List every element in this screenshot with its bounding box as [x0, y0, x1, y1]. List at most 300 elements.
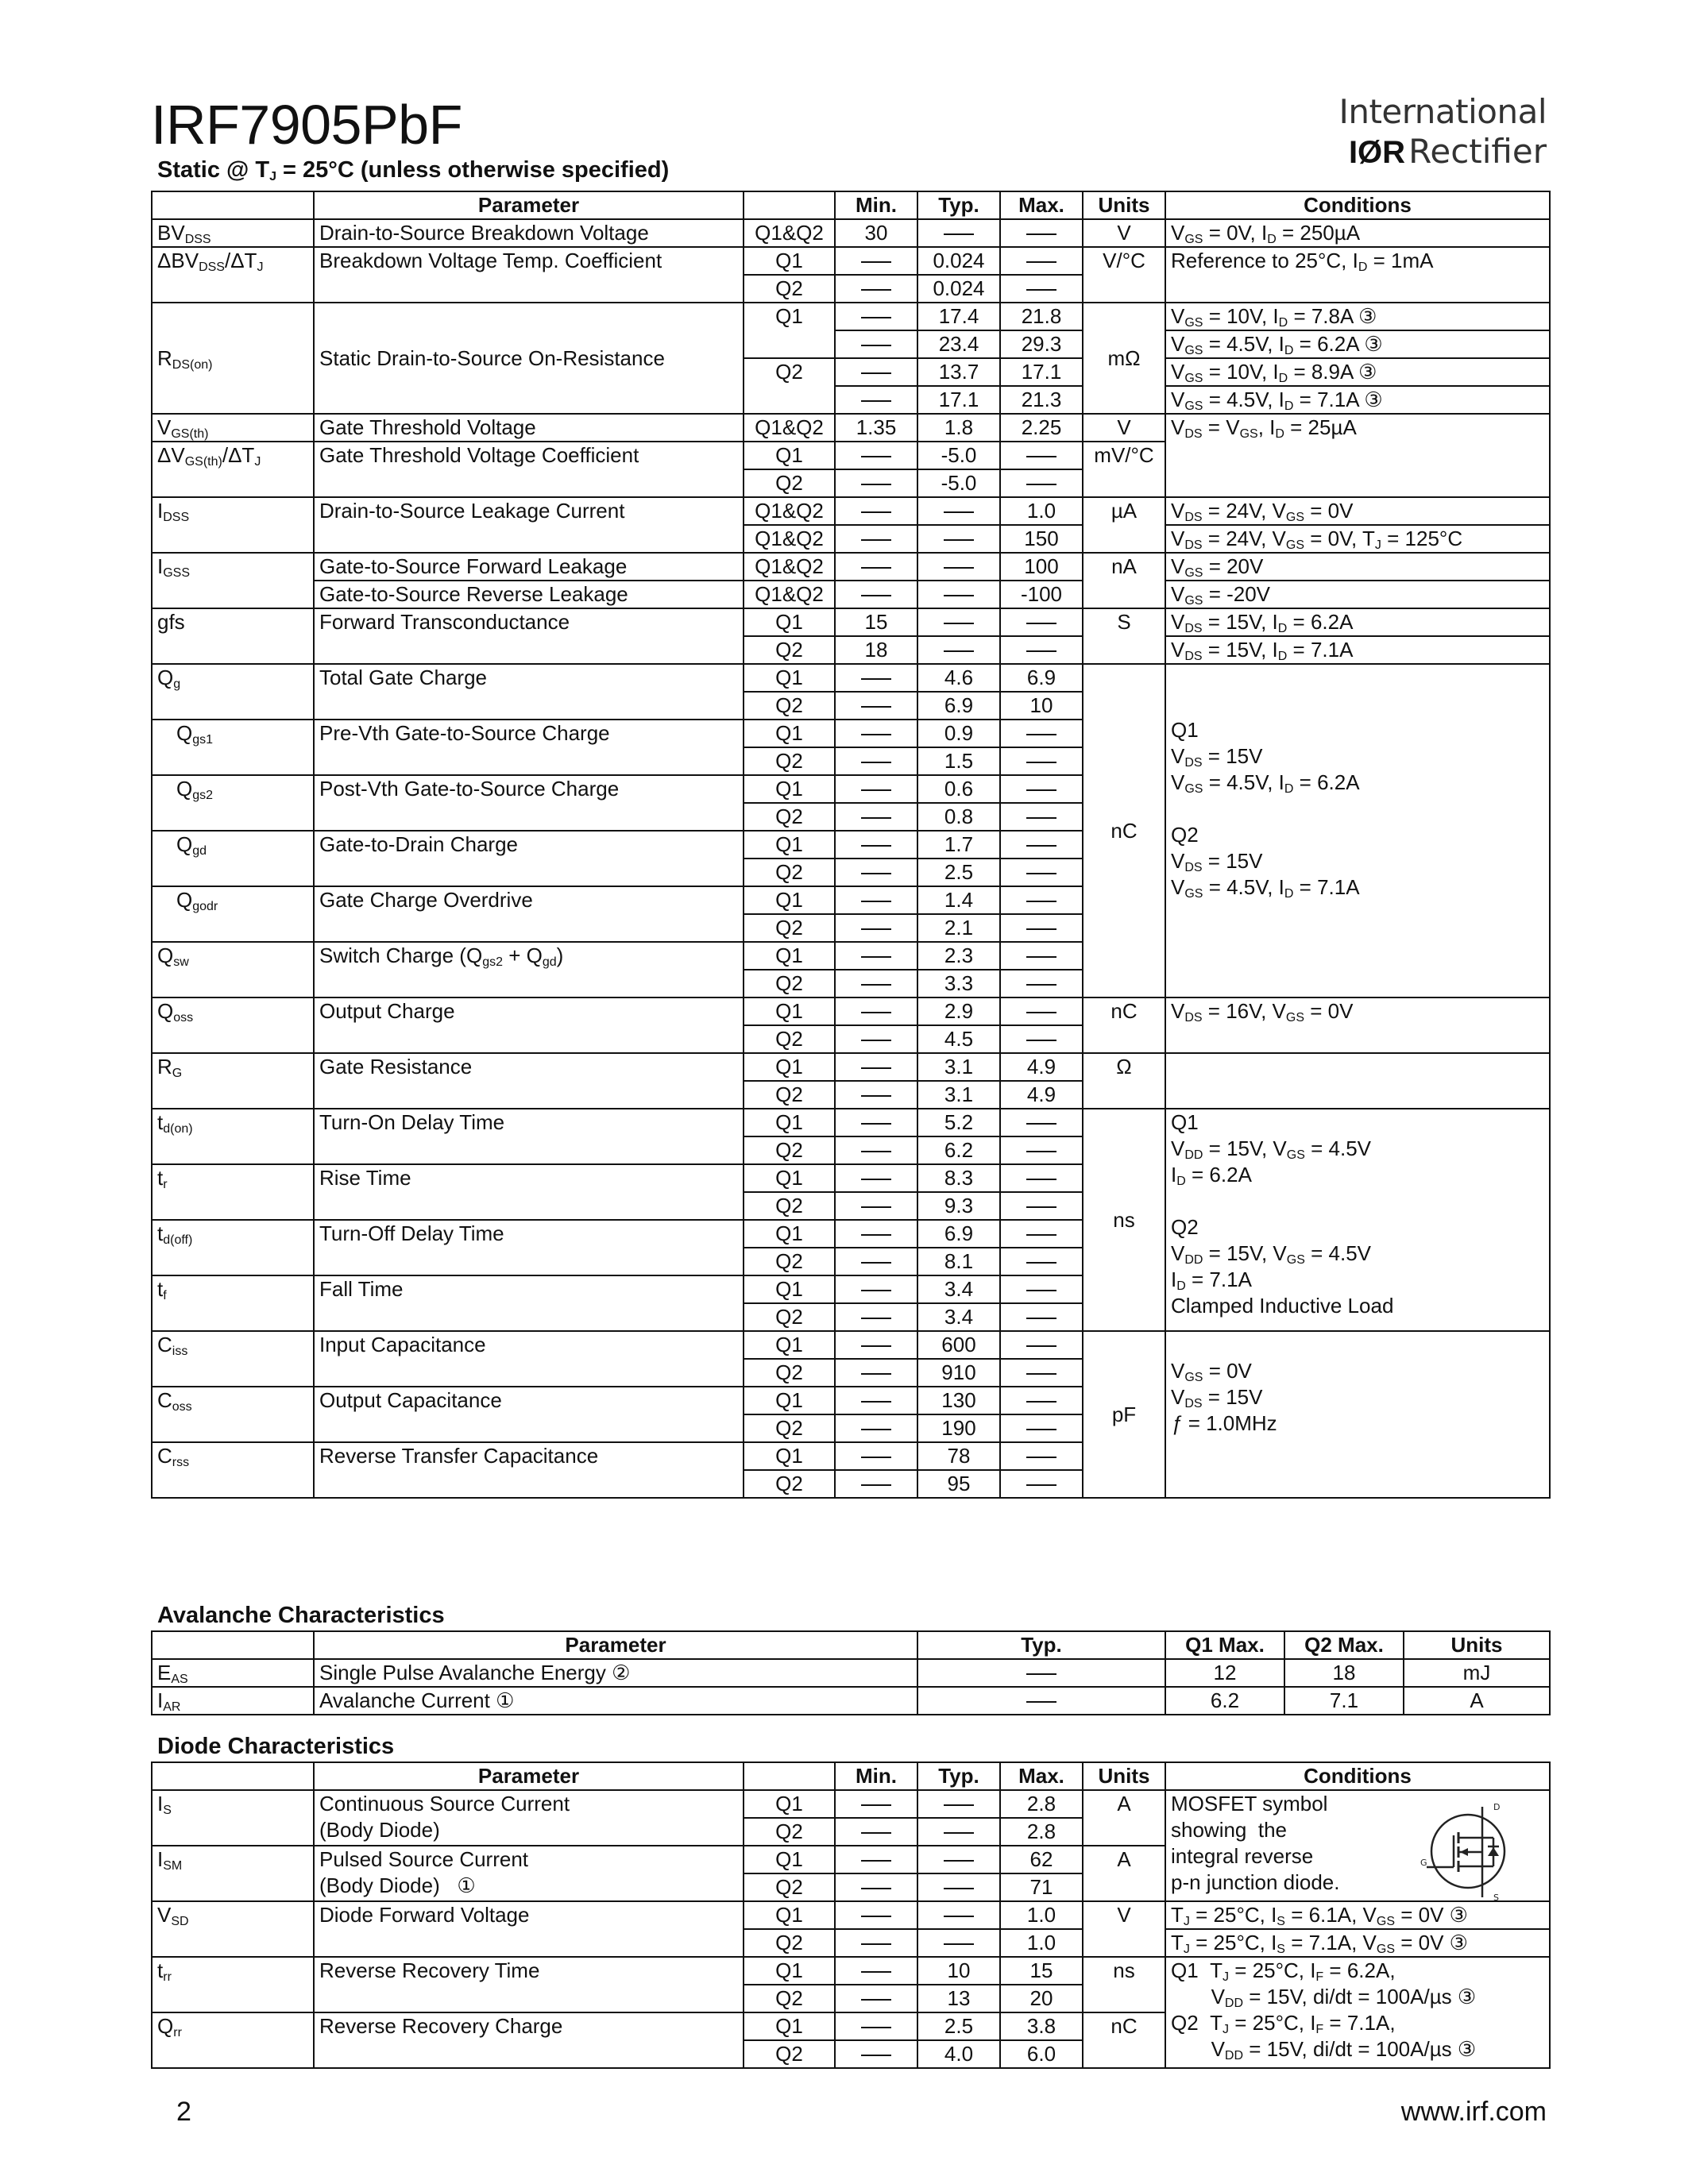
diode-typ-header: Typ.	[917, 1762, 1000, 1790]
device-cell: Q1	[744, 1442, 835, 1470]
symbol-cell: $t_{rr}$	[152, 1957, 314, 2012]
parameter-cell: Reverse Transfer Capacitance	[314, 1442, 744, 1498]
parameter-cell: Turn-On Delay Time	[314, 1109, 744, 1164]
symbol-cell: $I_{GSS}$	[152, 553, 314, 608]
device-cell: Q1&Q2	[744, 219, 835, 247]
table-cell	[1000, 1442, 1083, 1470]
table-cell: 13.7	[917, 358, 1000, 386]
table-row	[152, 1109, 1550, 1136]
table-cell	[1000, 859, 1083, 886]
mosfet-symbol-icon	[1420, 1799, 1512, 1902]
device-cell: Q1	[744, 1053, 835, 1081]
symbol-header	[152, 191, 314, 219]
aval-q1max: 6.2	[1165, 1687, 1284, 1715]
device-cell: Q2	[744, 1818, 835, 1846]
symbol-cell: $BV_{DSS}$	[152, 219, 314, 247]
device-cell: Q1	[744, 303, 835, 330]
table-cell	[835, 803, 917, 831]
aval-typ-header: Typ.	[917, 1631, 1165, 1659]
parameter-cell: Drain-to-Source Leakage Current	[314, 497, 744, 553]
parameter-cell: Gate Charge Overdrive	[314, 886, 744, 942]
diode-characteristics-table	[151, 1761, 1551, 2069]
table-cell: -5.0	[917, 442, 1000, 469]
symbol-cell: $Q_{gs2}$	[152, 775, 314, 831]
aval-parameter: Single Pulse Avalanche Energy ②	[314, 1659, 917, 1687]
table-cell: 18	[835, 636, 917, 664]
device-cell: Q1	[744, 664, 835, 692]
symbol-cell: $C_{oss}$	[152, 1387, 314, 1442]
logo-line2-wrap	[1338, 132, 1547, 171]
table-cell: 8.3	[917, 1164, 1000, 1192]
table-cell: 1.4	[917, 886, 1000, 914]
diode-units-header: Units	[1083, 1762, 1165, 1790]
parameter-cell: Gate Resistance	[314, 1053, 744, 1109]
device-cell: Q2	[744, 636, 835, 664]
conditions-header: Conditions	[1165, 191, 1550, 219]
table-cell: 1.0	[1000, 1929, 1083, 1957]
table-cell	[835, 1303, 917, 1331]
table-cell: 0.9	[917, 720, 1000, 747]
static-title-sub: J	[269, 170, 276, 183]
units-cell: ns	[1083, 1957, 1165, 2012]
device-cell: Q2	[744, 1929, 835, 1957]
table-cell	[1000, 942, 1083, 970]
device-cell: Q2	[744, 469, 835, 497]
diode-header-row	[152, 1762, 1550, 1790]
website-link[interactable]: www.irf.com	[1400, 2097, 1547, 2127]
units-cell: V	[1083, 1901, 1165, 1957]
device-cell: Q1	[744, 1846, 835, 1873]
device-cell: Q1	[744, 775, 835, 803]
parameter-cell: Diode Forward Voltage	[314, 1901, 744, 1957]
parameter-cell: Breakdown Voltage Temp. Coefficient	[314, 247, 744, 303]
table-cell	[917, 525, 1000, 553]
table-cell	[1000, 1303, 1083, 1331]
device-cell: Q2	[744, 2040, 835, 2068]
parameter-cell: Reverse Recovery Time	[314, 1957, 744, 2012]
table-cell	[917, 608, 1000, 636]
diode-section-title: Diode Characteristics	[157, 1734, 395, 1759]
device-cell: Q1	[744, 1164, 835, 1192]
table-cell	[835, 664, 917, 692]
table-cell: 1.0	[1000, 497, 1083, 525]
symbol-cell: $t_r$	[152, 1164, 314, 1220]
parameter-cell: Pulsed Source Current (Body Diode) ①	[314, 1846, 744, 1901]
device-cell: Q2	[744, 358, 835, 386]
table-cell	[1000, 247, 1083, 275]
table-cell: 0.8	[917, 803, 1000, 831]
table-cell	[835, 859, 917, 886]
aval-parameter-header: Parameter	[314, 1631, 917, 1659]
ior-logo-mark: IØR	[1348, 135, 1406, 170]
device-cell: Q1	[744, 831, 835, 859]
table-cell	[835, 1929, 917, 1957]
table-cell: 3.8	[1000, 2012, 1083, 2040]
table-cell	[835, 1790, 917, 1818]
symbol-cell: $C_{iss}$	[152, 1331, 314, 1387]
typ-header: Typ.	[917, 191, 1000, 219]
units-cell: ns	[1083, 1109, 1165, 1331]
symbol-cell: $Q_{rr}$	[152, 2012, 314, 2068]
table-cell	[835, 442, 917, 469]
table-cell: 910	[917, 1359, 1000, 1387]
device-cell: Q1	[744, 2012, 835, 2040]
diode-symbol-header	[152, 1762, 314, 1790]
table-cell: 2.8	[1000, 1790, 1083, 1818]
table-cell: 1.35	[835, 414, 917, 442]
table-row	[152, 553, 1550, 581]
table-cell: 10	[917, 1957, 1000, 1985]
device-cell: Q2	[744, 1136, 835, 1164]
table-cell: 2.1	[917, 914, 1000, 942]
symbol-cell: $Q_g$	[152, 664, 314, 720]
table-cell	[835, 303, 917, 330]
symbol-cell: $Q_{sw}$	[152, 942, 314, 997]
device-cell: Q1	[744, 1331, 835, 1359]
table-cell: 3.3	[917, 970, 1000, 997]
table-cell: 95	[917, 1470, 1000, 1498]
table-row	[152, 414, 1550, 442]
table-cell	[917, 1818, 1000, 1846]
international-rectifier-logo	[1338, 92, 1547, 171]
table-cell	[917, 1873, 1000, 1901]
table-cell	[1000, 1359, 1083, 1387]
aval-q2max: 18	[1284, 1659, 1404, 1687]
table-cell	[835, 386, 917, 414]
device-cell: Q2	[744, 1248, 835, 1275]
device-cell: Q2	[744, 1414, 835, 1442]
table-cell	[1000, 1275, 1083, 1303]
table-cell: 4.5	[917, 1025, 1000, 1053]
device-cell: Q2	[744, 1192, 835, 1220]
avalanche-header-row	[152, 1631, 1550, 1659]
table-cell	[1000, 636, 1083, 664]
units-cell: A	[1083, 1846, 1165, 1901]
table-cell	[1000, 720, 1083, 747]
symbol-cell: $V_{GS(th)}$	[152, 414, 314, 442]
conditions-cell: $V_{GS} = -20V$	[1165, 581, 1550, 608]
conditions-cell	[1165, 1053, 1550, 1109]
table-cell: 2.3	[917, 942, 1000, 970]
table-cell	[835, 1442, 917, 1470]
units-cell: mΩ	[1083, 303, 1165, 414]
table-cell: 20	[1000, 1985, 1083, 2012]
table-cell	[835, 775, 917, 803]
device-cell: Q1&Q2	[744, 581, 835, 608]
table-cell: 6.9	[1000, 664, 1083, 692]
symbol-cell: gfs	[152, 608, 314, 664]
conditions-cell: $T_J = 25^\circ C$, $I_S = 7.1A$, $V_{GS} = 0V$ ③	[1165, 1929, 1550, 1957]
table-cell	[835, 1025, 917, 1053]
table-cell	[1000, 1414, 1083, 1442]
diode-min-header: Min.	[835, 1762, 917, 1790]
device-cell: Q2	[744, 1470, 835, 1498]
units-cell: V/°C	[1083, 247, 1165, 303]
conditions-cell: Reference to 25°C, $I_D = 1mA$	[1165, 247, 1550, 303]
table-cell	[1000, 608, 1083, 636]
table-cell	[835, 1275, 917, 1303]
aval-units: A	[1404, 1687, 1550, 1715]
units-cell: V	[1083, 219, 1165, 247]
table-cell: 71	[1000, 1873, 1083, 1901]
symbol-cell: $Q_{gs1}$	[152, 720, 314, 775]
table-cell	[917, 1929, 1000, 1957]
part-number-title: IRF7905PbF	[151, 94, 462, 156]
table-cell	[835, 1053, 917, 1081]
table-row	[152, 581, 1550, 608]
table-row	[152, 247, 1550, 275]
parameter-cell: Fall Time	[314, 1275, 744, 1331]
svg-text:G: G	[1420, 1858, 1427, 1868]
aval-units-header: Units	[1404, 1631, 1550, 1659]
symbol-cell: $Q_{oss}$	[152, 997, 314, 1053]
table-cell: 6.0	[1000, 2040, 1083, 2068]
parameter-cell: Turn-Off Delay Time	[314, 1220, 744, 1275]
table-cell	[1000, 1220, 1083, 1248]
table-cell: 4.6	[917, 664, 1000, 692]
conditions-cell: Q1 $V_{DD} = 15V$, $V_{GS} = 4.5V$ $I_D = 6.2A$ Q2 $V_{DD} = 15V$, $V_{GS} = 4.5V$ $I_D = 7.1A$ Clamped Inductive Load	[1165, 1109, 1550, 1331]
table-row	[152, 303, 1550, 330]
table-cell	[1000, 1248, 1083, 1275]
device-cell	[744, 386, 835, 414]
parameter-cell: Gate Threshold Voltage Coefficient	[314, 442, 744, 497]
table-cell	[835, 1081, 917, 1109]
aval-q2max: 7.1	[1284, 1687, 1404, 1715]
device-cell: Q1	[744, 247, 835, 275]
table-cell: 9.3	[917, 1192, 1000, 1220]
units-cell: mV/°C	[1083, 442, 1165, 497]
conditions-cell: $V_{DS} = 24V$, $V_{GS} = 0V$, $T_J = 125^\circ C$	[1165, 525, 1550, 553]
table-cell	[835, 247, 917, 275]
static-title-prefix: Static @ T	[157, 157, 270, 183]
static-section-title	[157, 159, 669, 182]
table-cell	[835, 692, 917, 720]
device-cell: Q2	[744, 914, 835, 942]
table-cell: 2.25	[1000, 414, 1083, 442]
parameter-header: Parameter	[314, 191, 744, 219]
table-cell	[835, 1470, 917, 1498]
table-cell: 1.7	[917, 831, 1000, 859]
avalanche-characteristics-table	[151, 1630, 1551, 1715]
table-cell: -100	[1000, 581, 1083, 608]
table-cell	[917, 219, 1000, 247]
table-cell	[917, 1901, 1000, 1929]
table-cell	[835, 1873, 917, 1901]
symbol-cell: $Q_{godr}$	[152, 886, 314, 942]
conditions-cell: Q1 $T_J = 25^\circ C$, $I_F = 6.2A$, $V_{DD} = 15V$, di/dt = 100A/µs ③ Q2 $T_J = 25^\circ C$, $I_F = 7.1A$, $V_{DD} = 15V$, di/dt = 100A/µs ③	[1165, 1957, 1550, 2068]
svg-text:S: S	[1493, 1893, 1499, 1902]
table-cell	[1000, 469, 1083, 497]
table-cell: 0.6	[917, 775, 1000, 803]
conditions-cell: $V_{GS} = 10V$, $I_D = 7.8A$ ③	[1165, 303, 1550, 330]
units-cell: S	[1083, 608, 1165, 664]
table-cell	[1000, 997, 1083, 1025]
table-cell: 23.4	[917, 330, 1000, 358]
avalanche-section-title: Avalanche Characteristics	[157, 1603, 445, 1628]
conditions-cell: $V_{DS} = 24V$, $V_{GS} = 0V$	[1165, 497, 1550, 525]
symbol-cell: $t_f$	[152, 1275, 314, 1331]
table-cell	[835, 1957, 917, 1985]
table-cell	[1000, 442, 1083, 469]
static-header-row	[152, 191, 1550, 219]
table-cell	[1000, 886, 1083, 914]
symbol-cell: $V_{SD}$	[152, 1901, 314, 1957]
parameter-cell: Gate-to-Drain Charge	[314, 831, 744, 886]
table-cell: 130	[917, 1387, 1000, 1414]
table-cell	[1000, 1025, 1083, 1053]
aval-typ	[917, 1687, 1165, 1715]
table-cell	[1000, 747, 1083, 775]
units-cell: Ω	[1083, 1053, 1165, 1109]
aval-units: mJ	[1404, 1659, 1550, 1687]
table-cell	[1000, 1136, 1083, 1164]
table-row	[152, 1687, 1550, 1715]
aval-typ	[917, 1659, 1165, 1687]
symbol-cell: $C_{rss}$	[152, 1442, 314, 1498]
aval-q1max-header: Q1 Max.	[1165, 1631, 1284, 1659]
table-cell	[1000, 1331, 1083, 1359]
table-cell	[835, 1359, 917, 1387]
table-row	[152, 497, 1550, 525]
conditions-cell: Q1 $V_{DS} = 15V$ $V_{GS} = 4.5V$, $I_D = 6.2A$ Q2 $V_{DS} = 15V$ $V_{GS} = 4.5V$, $I_D = 7.1A$	[1165, 664, 1550, 997]
conditions-cell: $T_J = 25^\circ C$, $I_S = 6.1A$, $V_{GS} = 0V$ ③	[1165, 1901, 1550, 1929]
table-cell	[1000, 831, 1083, 859]
min-header: Min.	[835, 191, 917, 219]
symbol-cell: $R_{DS(on)}$	[152, 303, 314, 414]
parameter-cell: Total Gate Charge	[314, 664, 744, 720]
symbol-cell: $R_G$	[152, 1053, 314, 1109]
table-row	[152, 1957, 1550, 1985]
device-cell: Q1	[744, 942, 835, 970]
table-row	[152, 1901, 1550, 1929]
table-cell: 29.3	[1000, 330, 1083, 358]
parameter-cell: Output Charge	[314, 997, 744, 1053]
logo-line2: Rectifier	[1408, 132, 1547, 171]
table-row	[152, 997, 1550, 1025]
conditions-cell: $V_{GS} = 0V$, $I_D = 250\mu A$	[1165, 219, 1550, 247]
conditions-cell: $V_{GS} = 0V$ $V_{DS} = 15V$ ƒ = 1.0MHz	[1165, 1331, 1550, 1498]
device-cell: Q1&Q2	[744, 414, 835, 442]
table-cell	[835, 469, 917, 497]
device-cell: Q1&Q2	[744, 497, 835, 525]
diode-conditions-header: Conditions	[1165, 1762, 1550, 1790]
table-cell	[835, 553, 917, 581]
table-cell: 8.1	[917, 1248, 1000, 1275]
table-cell	[1000, 275, 1083, 303]
symbol-cell: $\Delta V_{GS(th)}/\Delta T_J$	[152, 442, 314, 497]
table-cell: 6.2	[917, 1136, 1000, 1164]
parameter-cell: Pre-Vth Gate-to-Source Charge	[314, 720, 744, 775]
table-cell: 190	[917, 1414, 1000, 1442]
table-cell	[835, 1387, 917, 1414]
table-cell: 6.9	[917, 692, 1000, 720]
table-row	[152, 1659, 1550, 1687]
table-cell	[835, 942, 917, 970]
device-cell: Q2	[744, 692, 835, 720]
units-cell: V	[1083, 414, 1165, 442]
table-cell	[1000, 219, 1083, 247]
device-cell: Q1&Q2	[744, 553, 835, 581]
svg-text:D: D	[1493, 1802, 1501, 1812]
conditions-cell: $V_{GS} = 4.5V$, $I_D = 7.1A$ ③	[1165, 386, 1550, 414]
table-cell	[835, 1164, 917, 1192]
aval-q1max: 12	[1165, 1659, 1284, 1687]
table-row	[152, 1790, 1550, 1818]
device-cell: Q1	[744, 997, 835, 1025]
diode-parameter-header: Parameter	[314, 1762, 744, 1790]
conditions-cell: $V_{GS} = 4.5V$, $I_D = 6.2A$ ③	[1165, 330, 1550, 358]
table-cell: 0.024	[917, 247, 1000, 275]
table-cell	[835, 497, 917, 525]
table-cell: 78	[917, 1442, 1000, 1470]
table-cell: 21.3	[1000, 386, 1083, 414]
parameter-cell: Input Capacitance	[314, 1331, 744, 1387]
table-cell: 2.5	[917, 2012, 1000, 2040]
conditions-cell: $V_{DS} = V_{GS}$, $I_D = 25\mu A$	[1165, 414, 1550, 497]
table-cell	[835, 720, 917, 747]
device-cell: Q1&Q2	[744, 525, 835, 553]
aval-q2max-header: Q2 Max.	[1284, 1631, 1404, 1659]
device-cell: Q2	[744, 970, 835, 997]
device-cell: Q1	[744, 1109, 835, 1136]
logo-line1: International	[1338, 92, 1547, 131]
table-cell: 15	[835, 608, 917, 636]
units-cell: nC	[1083, 997, 1165, 1053]
device-cell: Q2	[744, 747, 835, 775]
table-cell	[835, 330, 917, 358]
device-cell: Q1	[744, 1790, 835, 1818]
aval-symbol: $E_{AS}$	[152, 1659, 314, 1687]
units-cell: nC	[1083, 2012, 1165, 2068]
table-cell: 0.024	[917, 275, 1000, 303]
table-cell	[835, 1901, 917, 1929]
table-cell	[835, 997, 917, 1025]
max-header: Max.	[1000, 191, 1083, 219]
device-cell: Q1	[744, 608, 835, 636]
units-cell: nA	[1083, 553, 1165, 608]
diode-max-header: Max.	[1000, 1762, 1083, 1790]
device-cell: Q2	[744, 1025, 835, 1053]
parameter-cell: Gate-to-Source Forward Leakage	[314, 553, 744, 581]
table-cell	[835, 1985, 917, 2012]
table-cell: 2.8	[1000, 1818, 1083, 1846]
device-cell: Q1	[744, 1957, 835, 1985]
device-cell	[744, 330, 835, 358]
device-cell: Q2	[744, 275, 835, 303]
table-cell	[835, 1220, 917, 1248]
table-cell: 10	[1000, 692, 1083, 720]
table-row	[152, 219, 1550, 247]
table-cell: 5.2	[917, 1109, 1000, 1136]
table-cell	[835, 831, 917, 859]
conditions-cell: $V_{GS} = 10V$, $I_D = 8.9A$ ③	[1165, 358, 1550, 386]
device-cell: Q2	[744, 1985, 835, 2012]
table-cell	[835, 525, 917, 553]
table-cell	[917, 1790, 1000, 1818]
table-cell: 600	[917, 1331, 1000, 1359]
table-cell: 21.8	[1000, 303, 1083, 330]
table-cell	[835, 581, 917, 608]
table-cell	[835, 2040, 917, 2068]
table-cell	[835, 970, 917, 997]
units-cell: µA	[1083, 497, 1165, 553]
table-row	[152, 1331, 1550, 1359]
table-cell: 2.9	[917, 997, 1000, 1025]
device-cell: Q2	[744, 1081, 835, 1109]
table-cell: 3.4	[917, 1303, 1000, 1331]
device-header	[744, 191, 835, 219]
units-cell: nC	[1083, 664, 1165, 997]
